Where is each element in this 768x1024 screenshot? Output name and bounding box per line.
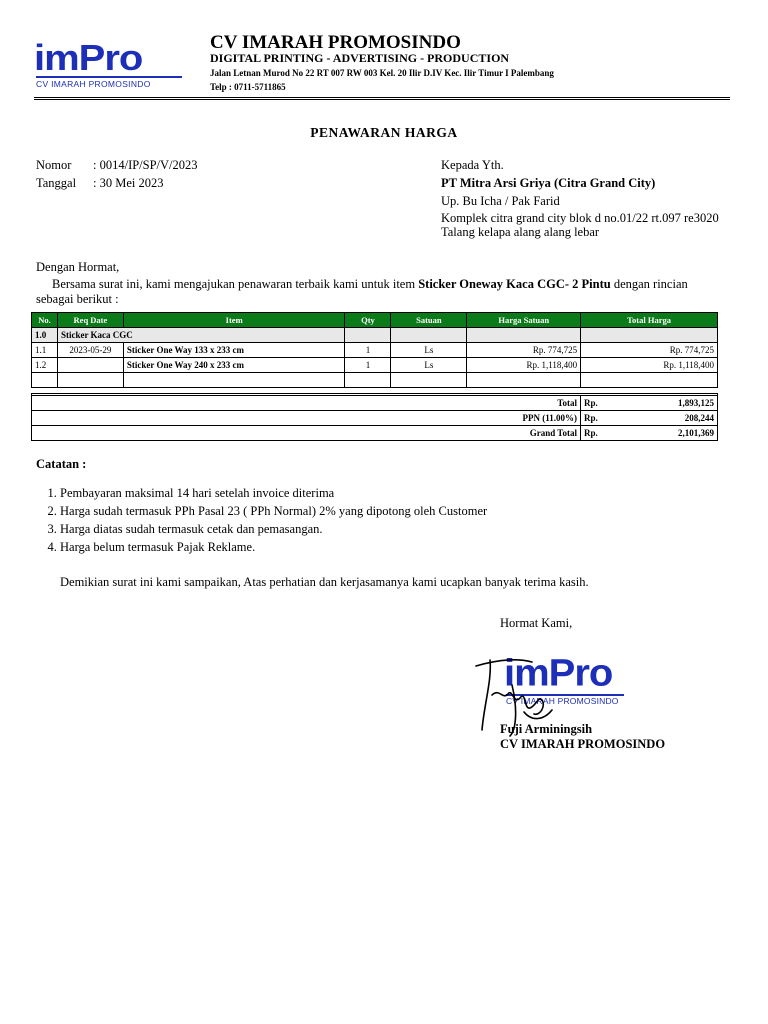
intro-text-part1: Bersama surat ini, kami mengajukan penawaran terbaik kami untuk item (52, 277, 419, 291)
nomor-label: Nomor (36, 158, 72, 172)
company-logo-subtext: CV IMARAH PROMOSINDO (36, 76, 182, 89)
table-row (32, 358, 718, 373)
note-item: 1. Pembayaran maksimal 14 hari setelah invoice diterima (60, 484, 487, 502)
grand-total-currency: Rp. (581, 426, 618, 441)
recipient-address-line2: Talang kelapa alang alang lebar (441, 225, 600, 239)
row-satuan: Ls (391, 358, 467, 373)
items-table (31, 312, 718, 388)
totals-table (31, 393, 718, 441)
group-total (581, 328, 718, 343)
notes-list (44, 484, 487, 556)
group-satuan (391, 328, 467, 343)
grand-total-value: 2,101,369 (617, 426, 718, 441)
total-row (32, 396, 718, 411)
intro-text-part2: dengan rincian (610, 277, 688, 291)
signer-company: CV IMARAH PROMOSINDO (500, 737, 666, 751)
table-group-row (32, 328, 718, 343)
document-title: PENAWARAN HARGA (310, 125, 458, 140)
note-item: 3. Harga diatas sudah termasuk cetak dan pemasangan. (60, 520, 487, 538)
company-stamp-subtext: CV IMARAH PROMOSINDO (506, 694, 624, 706)
row-req-date (57, 358, 123, 373)
col-header-total-harga: Total Harga (581, 313, 718, 328)
signer-name: Fuji Arminingsih (500, 722, 593, 736)
ppn-row (32, 411, 718, 426)
group-qty (345, 328, 391, 343)
col-header-satuan: Satuan (391, 313, 467, 328)
company-name: CV IMARAH PROMOSINDO (210, 32, 461, 53)
row-harga-satuan: Rp. 1,118,400 (467, 358, 581, 373)
company-logo: imPro (34, 38, 143, 78)
row-harga-satuan: Rp. 774,725 (467, 343, 581, 358)
header-divider (34, 97, 730, 100)
salutation: Dengan Hormat, (36, 260, 120, 274)
row-no: 1.2 (32, 358, 58, 373)
total-currency: Rp. (581, 396, 618, 411)
row-qty: 1 (345, 358, 391, 373)
table-empty-row (32, 373, 718, 388)
company-stamp: imPro (504, 652, 613, 694)
regards: Hormat Kami, (500, 616, 573, 630)
total-value: 1,893,125 (617, 396, 718, 411)
row-req-date: 2023-05-29 (57, 343, 123, 358)
company-tagline: DIGITAL PRINTING - ADVERTISING - PRODUCTION (210, 51, 510, 65)
note-item: 4. Harga belum termasuk Pajak Reklame. (60, 538, 487, 556)
recipient-company: PT Mitra Arsi Griya (Citra Grand City) (441, 176, 656, 190)
grand-total-row (32, 426, 718, 441)
ppn-currency: Rp. (581, 411, 618, 426)
intro-line2: sebagai berikut : (36, 292, 119, 306)
tanggal-value: : 30 Mei 2023 (93, 176, 164, 190)
row-satuan: Ls (391, 343, 467, 358)
note-item: 2. Harga sudah termasuk PPh Pasal 23 ( PPh Normal) 2% yang dipotong oleh Customer (60, 502, 487, 520)
ppn-label: PPN (11.00%) (32, 411, 581, 426)
grand-total-label: Grand Total (32, 426, 581, 441)
company-phone: Telp : 0711-5711865 (210, 82, 286, 92)
group-item: Sticker Kaca CGC (57, 328, 345, 343)
intro-item: Sticker Oneway Kaca CGC- 2 Pintu (418, 277, 611, 291)
row-total-harga: Rp. 774,725 (581, 343, 718, 358)
ppn-value: 208,244 (617, 411, 718, 426)
table-header-row (32, 313, 718, 328)
row-total-harga: Rp. 1,118,400 (581, 358, 718, 373)
col-header-harga-satuan: Harga Satuan (467, 313, 581, 328)
company-address: Jalan Letnan Murod No 22 RT 007 RW 003 Kel. 20 Ilir D.IV Kec. Ilir Timur I Palembang (210, 68, 554, 78)
col-header-item: Item (123, 313, 345, 328)
group-harga (467, 328, 581, 343)
total-label: Total (32, 396, 581, 411)
row-qty: 1 (345, 343, 391, 358)
intro-paragraph (52, 277, 688, 292)
row-no: 1.1 (32, 343, 58, 358)
col-header-req-date: Req Date (57, 313, 123, 328)
notes-heading: Catatan : (36, 457, 87, 471)
recipient-attention: Up. Bu Icha / Pak Farid (441, 194, 560, 208)
tanggal-label: Tanggal (36, 176, 77, 190)
row-item: Sticker One Way 240 x 233 cm (123, 358, 345, 373)
recipient-greeting: Kepada Yth. (441, 158, 504, 172)
group-no: 1.0 (32, 328, 58, 343)
nomor-value: : 0014/IP/SP/V/2023 (93, 158, 198, 172)
recipient-address-line1: Komplek citra grand city blok d no.01/22 rt.097 re3020 (441, 211, 719, 225)
table-row (32, 343, 718, 358)
col-header-no: No. (32, 313, 58, 328)
col-header-qty: Qty (345, 313, 391, 328)
closing-text: Demikian surat ini kami sampaikan, Atas perhatian dan kerjasamanya kami ucapkan banyak terima kasih. (60, 575, 589, 589)
row-item: Sticker One Way 133 x 233 cm (123, 343, 345, 358)
